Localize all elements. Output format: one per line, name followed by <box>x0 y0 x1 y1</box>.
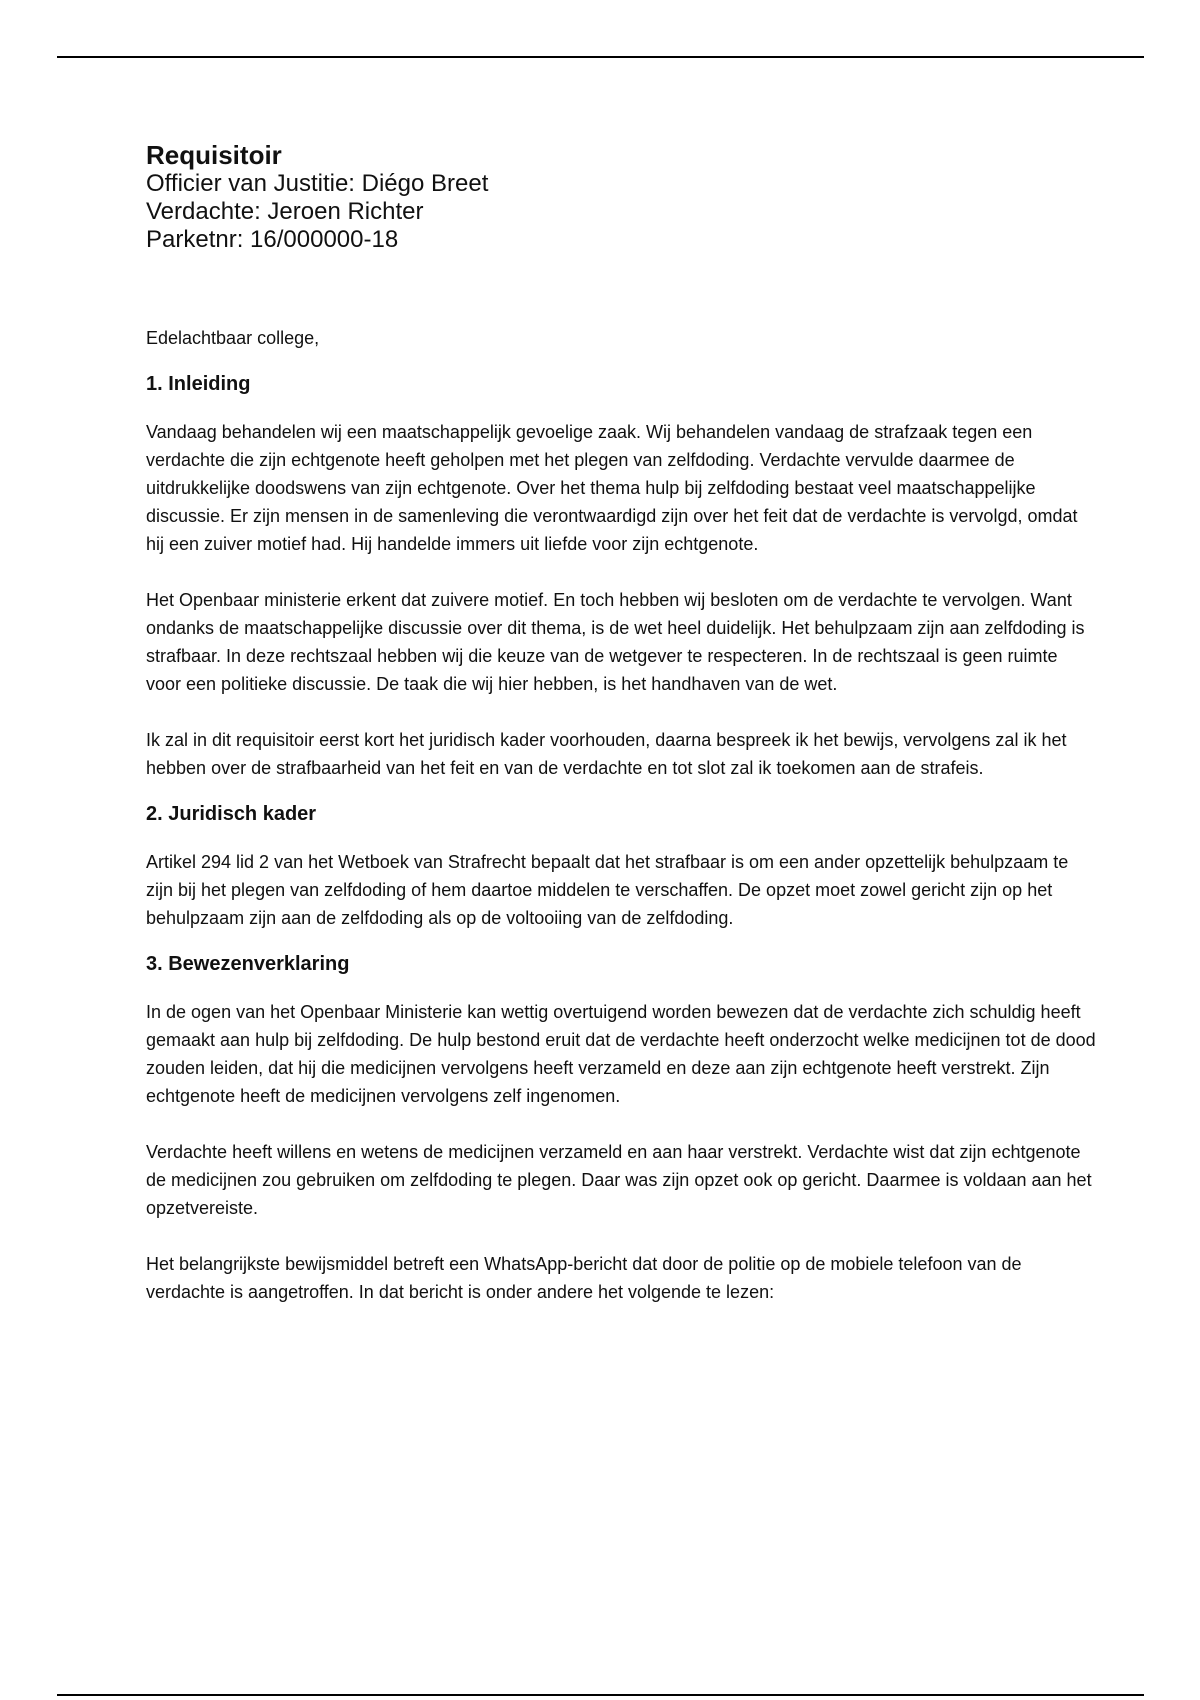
section-heading-inleiding: 1. Inleiding <box>146 373 251 395</box>
paragraph: Vandaag behandelen wij een maatschappelijk gevoelige zaak. Wij behandelen vandaag de strafzaak tegen een verdachte die zijn echtgenote heeft geholpen met het plegen van zelfdoding. Verdachte vervulde daarmee de uitdrukkelijke doodswens van zijn echtgenote. Over het thema hulp bij zelfdoding bestaat veel maatschappelijke discussie. Er zijn mensen in de samenleving die verontwaardigd zijn over het feit dat de verdachte is vervolgd, omdat hij een zuiver motief had. Hij handelde immers uit liefde voor zijn echtgenote. <box>146 422 1078 554</box>
prosecutor-line: Officier van Justitie: Diégo Breet <box>146 170 489 197</box>
document-body <box>146 140 1096 1306</box>
paragraph: Ik zal in dit requisitoir eerst kort het juridisch kader voorhouden, daarna bespreek ik het bewijs, vervolgens zal ik het hebben over de strafbaarheid van het feit en van de verdachte en tot slot zal ik toekomen aan de strafeis. <box>146 730 1067 778</box>
document-title: Requisitoir <box>146 140 282 170</box>
suspect-line: Verdachte: Jeroen Richter <box>146 198 424 225</box>
paragraph: Het belangrijkste bewijsmiddel betreft een WhatsApp-bericht dat door de politie op de mobiele telefoon van de verdachte is aangetroffen. In dat bericht is onder andere het volgende te lezen: <box>146 1254 1022 1302</box>
paragraph: In de ogen van het Openbaar Ministerie kan wettig overtuigend worden bewezen dat de verdachte zich schuldig heeft gemaakt aan hulp bij zelfdoding. De hulp bestond eruit dat de verdachte heeft onderzocht welke medicijnen tot de dood zouden leiden, dat hij die medicijnen vervolgens heeft verzameld en deze aan zijn echtgenote heeft verstrekt. Zijn echtgenote heeft de medicijnen vervolgens zelf ingenomen. <box>146 1002 1096 1106</box>
section-heading-juridisch-kader: 2. Juridisch kader <box>146 803 317 825</box>
bottom-rule <box>57 1694 1144 1696</box>
top-rule <box>57 56 1144 58</box>
paragraph: Verdachte heeft willens en wetens de medicijnen verzameld en aan haar verstrekt. Verdachte wist dat zijn echtgenote de medicijnen zou gebruiken om zelfdoding te plegen. Daar was zijn opzet ook op gericht. Daarmee is voldaan aan het opzetvereiste. <box>146 1142 1092 1218</box>
paragraph: Het Openbaar ministerie erkent dat zuivere motief. En toch hebben wij besloten om de verdachte te vervolgen. Want ondanks de maatschappelijke discussie over dit thema, is de wet heel duidelijk. Het behulpzaam zijn aan zelfdoding is strafbaar. In deze rechtszaal hebben wij die keuze van de wetgever te respecteren. In de rechtszaal is geen ruimte voor een politieke discussie. De taak die wij hier hebben, is het handhaven van de wet. <box>146 590 1085 694</box>
section-heading-bewezenverklaring: 3. Bewezenverklaring <box>146 953 350 975</box>
case-number-line: Parketnr: 16/000000-18 <box>146 226 399 253</box>
paragraph: Artikel 294 lid 2 van het Wetboek van Strafrecht bepaalt dat het strafbaar is om een ander opzettelijk behulpzaam te zijn bij het plegen van zelfdoding of hem daartoe middelen te verschaffen. De opzet moet zowel gericht zijn op het behulpzaam zijn aan de zelfdoding als op de voltooiing van de zelfdoding. <box>146 852 1069 928</box>
salutation: Edelachtbaar college, <box>146 328 320 348</box>
